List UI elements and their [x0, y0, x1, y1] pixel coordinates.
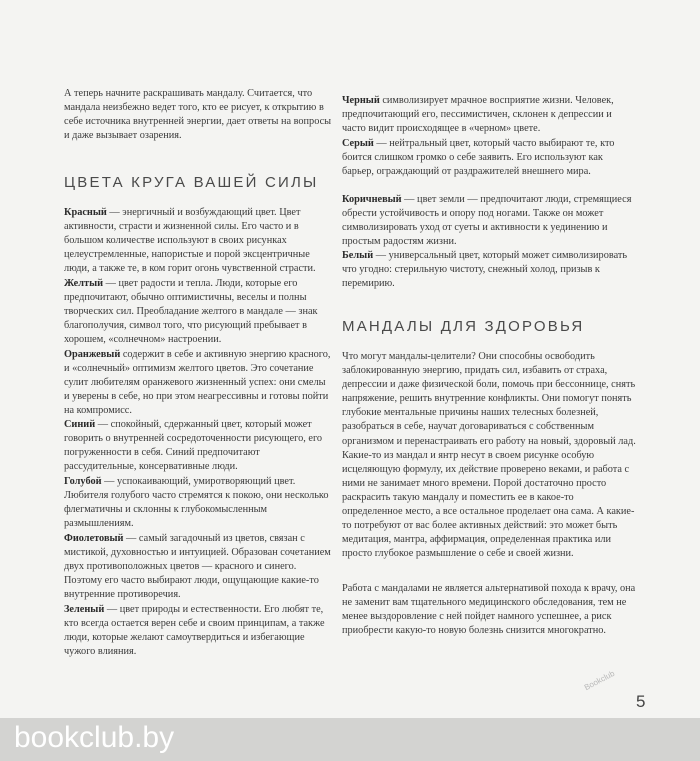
health-paragraph-1: Что могут мандалы-целители? Они способны освободить заблокированную энергию, придать сил, избавить от страха, депрессии и даже физической боли, помочь при бессоннице, снять напряжение, решить внутренние конфликты. Они помогут понять глубокие ментальные причины наших телесных болезней, разобраться в себе, научат договариваться с собственным организмом и перенастраивать его работу на новый, здоровый лад. Какие-то из мандал и янтр несут в своем рисунке особую исцеляющую формулу, их действие проверено веками, и работа с ними не занимает много времени. Порой достаточно просто раскрасить такую мандалу и поместить ее в какое-то определенное место, а все остальное проделает она сама. А какие-то потребуют от вас более активных действий: это может быть медитация, мантра, аффирмация, определенная практика или просто глубокое размышление о себе и своей жизни. — [342, 351, 636, 560]
color-description: — нейтральный цвет, который часто выбирают те, кто боится слишком громко о себе заявить. Его используют как барьер, ограждающий от раздражителей внешнего мира. — [342, 138, 615, 178]
health-paragraph-2: Работа с мандалами не является альтернативой похода к врачу, она не заменит вам тщательного медицинского обследования, тем не менее выздоровление с ней пойдет намного успешнее, а риск приобрести какую-то новую болезнь снизится многократно. — [342, 583, 636, 637]
color-entry-black — [342, 94, 636, 136]
site-watermark: bookclub.by — [14, 721, 175, 754]
color-name: Коричневый — [342, 194, 402, 205]
color-description: символизирует мрачное восприятие жизни. Человек, предпочитающий его, пессимистичен, склонен к депрессии и часто видит происходящее в «черном» цвете. — [342, 95, 614, 135]
color-name: Серый — [342, 138, 374, 149]
color-description: — цвет земли — предпочитают люди, стремящиеся обрести устойчивость и опору под ногами. Также он может символизировать уход от суеты и активности к уединению и простым радостям жизни. — [342, 194, 632, 248]
color-description: — универсальный цвет, который может символизировать что угодно: стерильную чистоту, снежный холод, призыв к перемирию. — [342, 250, 628, 290]
section-heading-health: МАНДАЛЫ ДЛЯ ЗДОРОВЬЯ — [342, 318, 585, 335]
color-name: Голубой — [64, 476, 102, 487]
color-entry-violet — [64, 532, 332, 602]
watermark-stamp: Bookclub — [582, 668, 617, 693]
color-entry-green — [64, 603, 332, 659]
color-description: — цвет радости и тепла. Люди, которые его предпочитают, обычно оптимистичны, веселы и полны творческих сил. Преобладание желтого в мандале — знак благополучия, символ того, что рисующий пребывает в хорошем, «солнечном» настроении. — [64, 278, 318, 346]
color-entry-red — [64, 206, 332, 276]
color-name: Фиолетовый — [64, 533, 124, 544]
color-entry-blue — [64, 418, 332, 474]
color-entry-white — [342, 249, 636, 291]
color-name: Черный — [342, 95, 380, 106]
intro-paragraph: А теперь начните раскрашивать мандалу. Считается, что мандала неизбежно ведет того, кто ее рисует, к открытию в себе источника внутренней энергии, дает ответы на вопросы и даже вызывает озарения. — [64, 88, 332, 142]
color-name: Желтый — [64, 278, 104, 289]
color-name: Зеленый — [64, 604, 105, 615]
color-entry-orange — [64, 348, 332, 418]
color-entry-gray — [342, 137, 636, 179]
color-description: — самый загадочный из цветов, связан с мистикой, духовностью и интуицией. Образован сочетанием двух противоположных цветов — красного и синего. Поэтому его часто выбирают люди, ощущающие какие-то внутренние противоречия. — [64, 533, 331, 601]
color-name: Белый — [342, 250, 374, 261]
color-description: — энергичный и возбуждающий цвет. Цвет активности, страсти и жизненной силы. Его часто и в большом количестве используют в своих рисунках целеустремленные, напористые и порой эксцентричные люди, а также те, в ком горит огонь чувственной страсти. — [64, 207, 316, 275]
color-name: Оранжевый — [64, 349, 121, 360]
color-name: Красный — [64, 207, 107, 218]
section-heading-colors: ЦВЕТА КРУГА ВАШЕЙ СИЛЫ — [64, 174, 319, 191]
color-description: — успокаивающий, умиротворяющий цвет. Любителя голубого часто стремятся к покою, они несколько флегматичны и склонны к глубокомысленным размышлениям. — [64, 476, 329, 530]
color-description: — цвет природы и естественности. Его любят те, кто всегда остается верен себе и своим принципам, а также люди, которые желают самоутвердиться и избегающие чужого влияния. — [64, 604, 325, 658]
color-entry-brown — [342, 193, 636, 249]
page-number: 5 — [636, 692, 646, 711]
color-description: содержит в себе и активную энергию красного, и «солнечный» оптимизм желтого цветов. Это сочетание сулит любителям оранжевого жизненный успех: они смелы и уверены в себе, но при этом неагрессивны и готовы пойти на компромисс. — [64, 349, 331, 417]
color-entry-yellow — [64, 277, 332, 347]
color-name: Синий — [64, 419, 96, 430]
color-description: — спокойный, сдержанный цвет, который может говорить о внутренней сосредоточенности рисующего, его погруженности в себя. Синий предпочитают рассудительные, консервативные люди. — [64, 419, 323, 473]
color-entry-light-blue — [64, 475, 332, 531]
